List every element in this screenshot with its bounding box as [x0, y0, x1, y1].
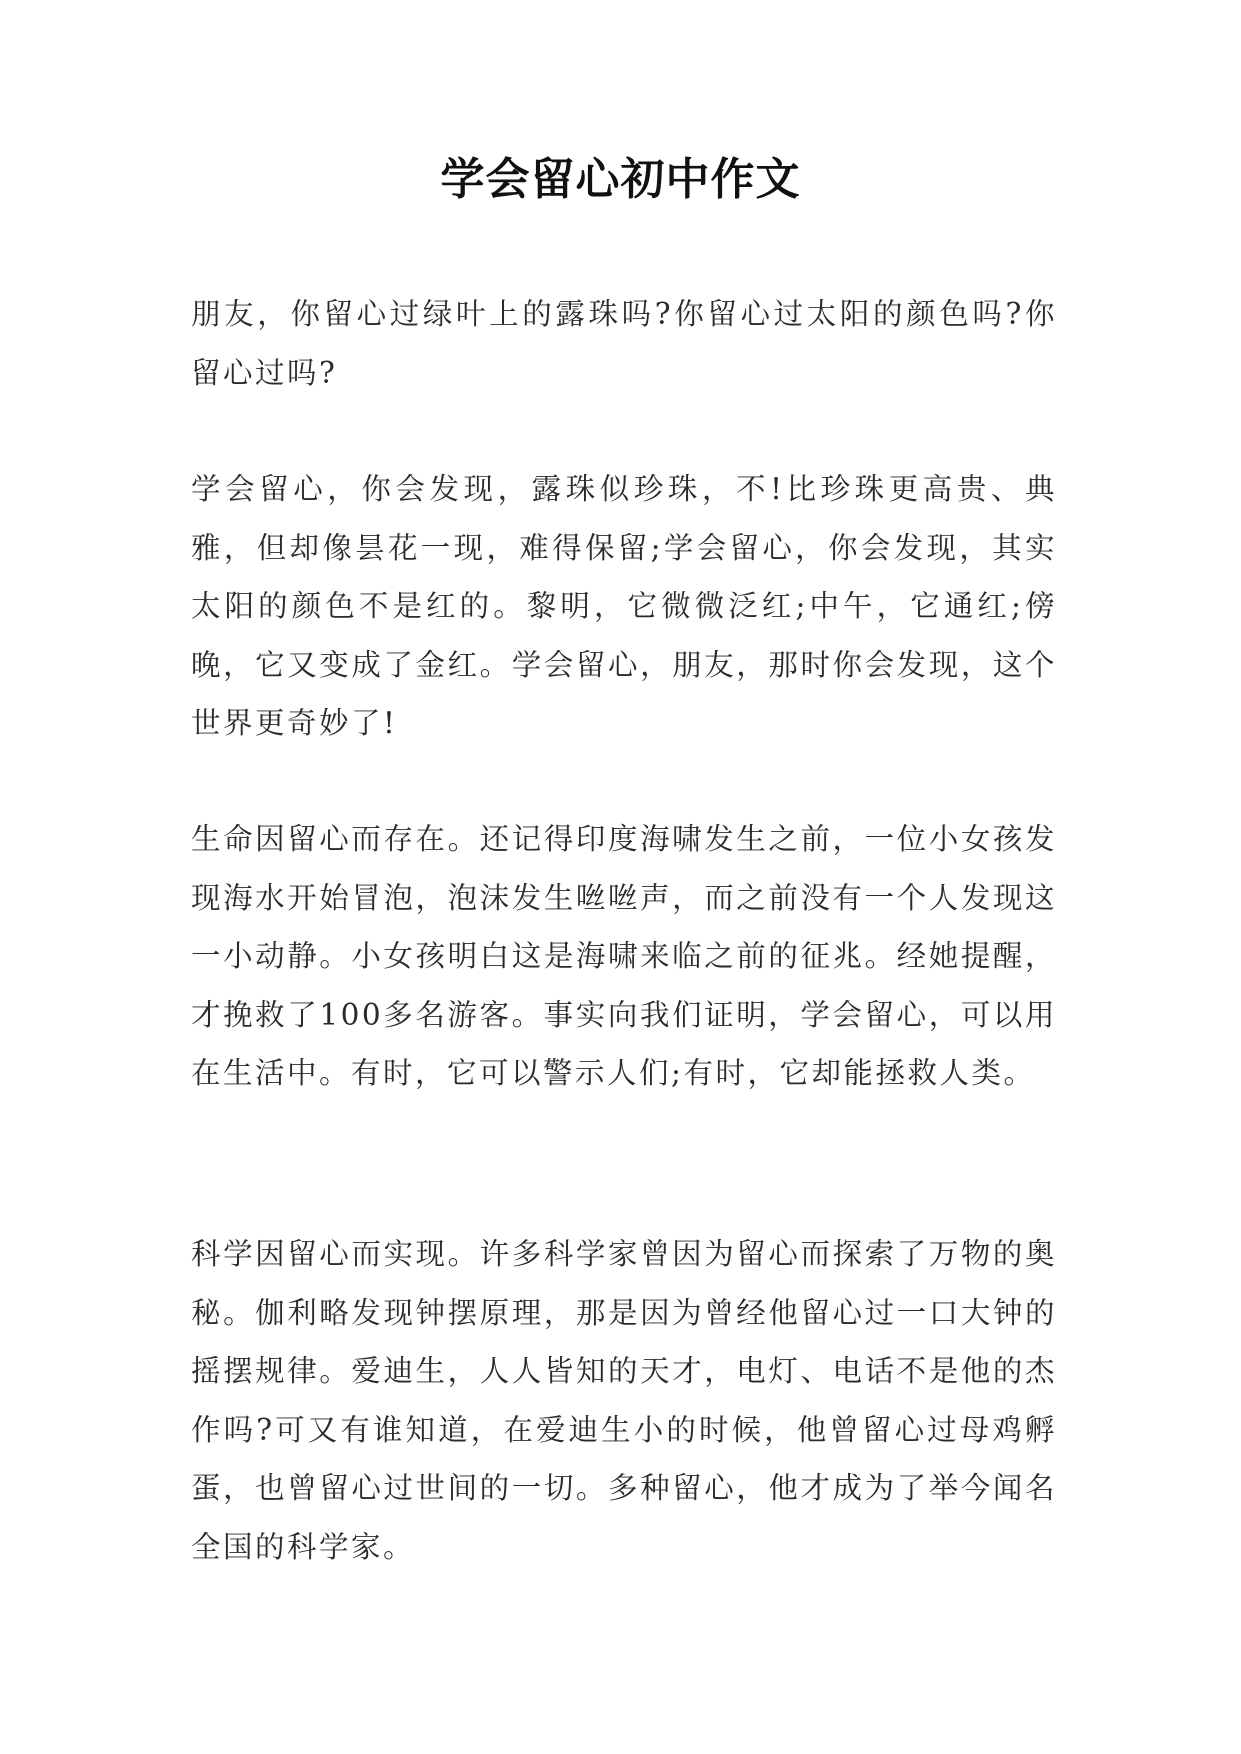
- paragraph-4: 科学因留心而实现。许多科学家曾因为留心而探索了万物的奥秘。伽利略发现钟摆原理，那是因为曾经他留心过一口大钟的摇摆规律。爱迪生，人人皆知的天才，电灯、电话不是他的杰作吗?可又有谁知道，在爱迪生小的时候，他曾留心过母鸡孵蛋，也曾留心过世间的一切。多种留心，他才成为了举今闻名全国的科学家。: [191, 1237, 1057, 1564]
- paragraph-3: 生命因留心而存在。还记得印度海啸发生之前，一位小女孩发现海水开始冒泡，泡沫发生咝咝声，而之前没有一个人发现这一小动静。小女孩明白这是海啸来临之前的征兆。经她提醒，才挽救了100多名游客。事实向我们证明，学会留心，可以用在生活中。有时，它可以警示人们;有时，它却能拯救人类。: [191, 822, 1057, 1090]
- paragraph-1: 朋友，你留心过绿叶上的露珠吗?你留心过太阳的颜色吗?你留心过吗?: [191, 297, 1057, 390]
- document-title: 学会留心初中作文: [440, 154, 801, 205]
- paragraph-2: 学会留心，你会发现，露珠似珍珠，不!比珍珠更高贵、典雅，但却像昙花一现，难得保留;学会留心，你会发现，其实太阳的颜色不是红的。黎明，它微微泛红;中午，它通红;傍晚，它又变成了金红。学会留心，朋友，那时你会发现，这个世界更奇妙了!: [191, 472, 1057, 740]
